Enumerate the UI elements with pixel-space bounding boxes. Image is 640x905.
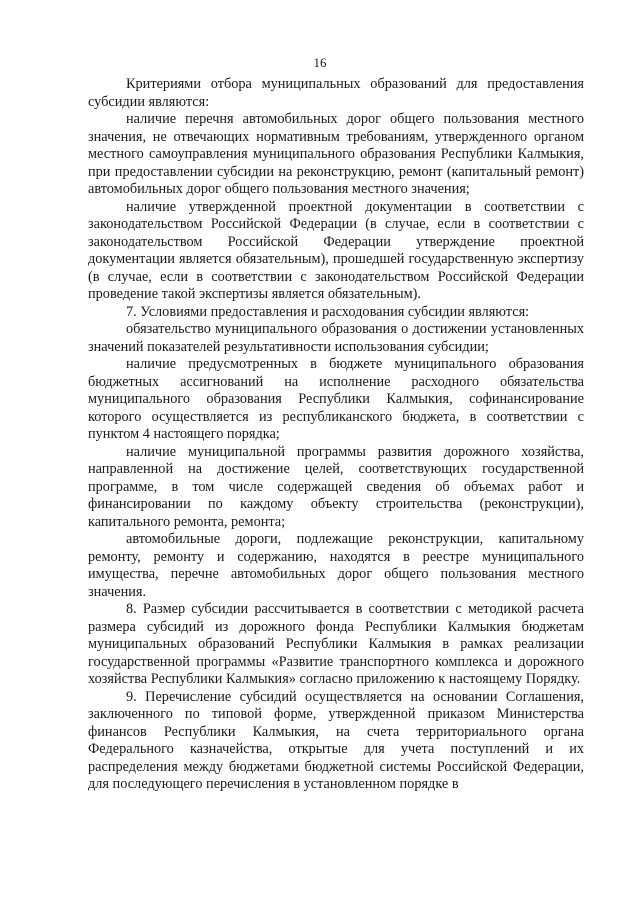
paragraph-clause-7: 7. Условиями предоставления и расходования субсидии являются:	[126, 303, 530, 320]
paragraph-condition-obligation: обязательство муниципального образования о достижении установленных значений показателей результативности использования субсидии;	[88, 321, 584, 355]
paragraph-condition-budget: наличие предусмотренных в бюджете муниципального образования бюджетных ассигнований на исполнение расходного обязательства муниципального образования Республики Калмыкия, софинансирование которого осуществляется из республиканского бюджета, в соответствии с пунктом 4 настоящего порядка;	[88, 356, 584, 442]
page-number: 16	[313, 55, 327, 70]
paragraph-criteria-intro: Критериями отбора муниципальных образований для предоставления субсидии являются:	[88, 76, 584, 110]
paragraph-condition-roads-registry: автомобильные дороги, подлежащие реконструкции, капитальному ремонту, ремонту и содержанию, находятся в реестре муниципального имущества, перечне автомобильных дорог общего пользования местного значения.	[88, 531, 584, 600]
paragraph-clause-9: 9. Перечисление субсидий осуществляется на основании Соглашения, заключенного по типовой форме, утвержденной приказом Министерства финансов Республики Калмыкия, на счета территориального органа Федерального казначейства, открытые для учета поступлений и их распределения между бюджетами бюджетной системы Российской Федерации, для последующего перечисления в установленном порядке в	[88, 688, 584, 792]
paragraph-clause-8: 8. Размер субсидии рассчитывается в соответствии с методикой расчета размера субсидий из дорожного фонда Республики Калмыкия бюджетам муниципальных образований Республики Калмыкия в рамках реализации государственной программы «Развитие транспортного комплекса и дорожного хозяйства Республики Калмыкия» согласно приложению к настоящему Порядку.	[88, 601, 584, 687]
paragraph-criteria-project-docs: наличие утвержденной проектной документации в соответствии с законодательством Российской Федерации (в случае, если в соответствии с законодательством Российской Федерации утверждение проектной документации является обязательным), прошедшей государственную экспертизу (в случае, если в соответствии с законодательством Российской Федерации проведение такой экспертизы является обязательным).	[88, 198, 584, 302]
document-body	[88, 76, 584, 794]
paragraph-criteria-road-list: наличие перечня автомобильных дорог общего пользования местного значения, не отвечающих нормативным требованиям, утвержденного органом местного самоуправления муниципального образования Республики Калмыкия, при предоставлении субсидии на реконструкцию, ремонт (капитальный ремонт) автомобильных дорог общего пользования местного значения;	[88, 111, 584, 197]
paragraph-condition-program: наличие муниципальной программы развития дорожного хозяйства, направленной на достижение целей, соответствующих государственной программе, в том числе содержащей сведения об объемах работ и финансировании по каждому объекту строительства (реконструкции), капитального ремонта, ремонта;	[88, 443, 584, 530]
